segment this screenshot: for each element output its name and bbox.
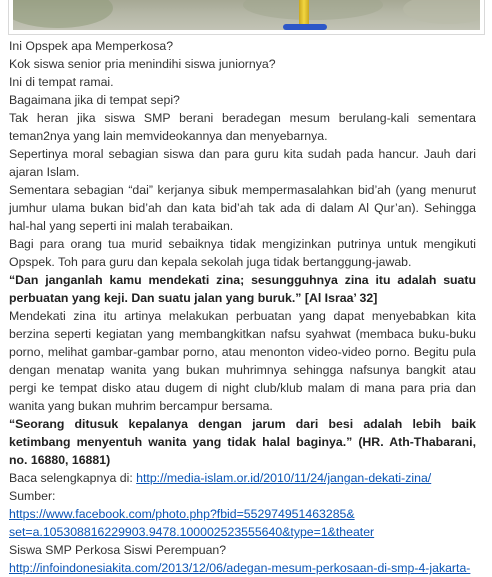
photo-yellow-object — [299, 0, 309, 26]
paragraph: Sepertinya moral sebagian siswa dan para guru kita sudah pada hancur. Jauh dari ajaran Islam. — [9, 147, 476, 179]
photo-ground-shade — [13, 0, 113, 28]
photo-ground-shade — [403, 0, 480, 24]
facebook-link-line — [9, 505, 476, 523]
article-photo-frame — [8, 0, 485, 35]
facebook-link-part1[interactable]: https://www.facebook.com/photo.php?fbid=552974951463285& — [9, 507, 355, 521]
paragraph: Ini di tempat ramai. — [9, 75, 114, 89]
paragraph: Mendekati zina itu artinya melakukan perbuatan yang dapat menyebabkan kita berzina seperti kegiatan yang membangkitkan nafsu syahwat (membaca buku-buku porno, melihat gambar-gambar porno, atau menonton video-video porno. Begitu pula dengan menatap wanita yang bukan muhrimnya sehingga nafsunya bangkit atau pergi ke tempat disko atau dugem di night club/klub malam di mana para pria dan wanita yang bukan muhrim bercampur bersama. — [9, 309, 476, 413]
hadith-quote-text: “Seorang ditusuk kepalanya dengan jarum dari besi adalah lebih baik ketimbang menyentuh wanita yang tidak halal baginya.” (HR. Ath-Thabarani, no. 16880, 16881) — [9, 417, 476, 467]
paragraph: Tak heran jika siswa SMP berani beradegan mesum berulang-kali sementara teman2nya yang lain memvideokannya dan menyebarnya. — [9, 111, 476, 143]
quran-quote-text: “Dan janganlah kamu mendekati zina; sesungguhnya zina itu adalah suatu perbuatan yang keji. Dan suatu jalan yang buruk.” [Al Israa’ 32] — [9, 273, 476, 305]
source-label: Sumber: — [9, 489, 56, 503]
paragraph: Kok siswa senior pria menindihi siswa juniornya? — [9, 57, 276, 71]
info-link[interactable]: http://infoindonesiakita.com/2013/12/06/adegan-mesum-perkosaan-di-smp-4-jakarta- — [9, 561, 471, 575]
photo-blue-object — [283, 24, 327, 30]
facebook-link-line — [9, 523, 476, 541]
article-body — [9, 37, 476, 577]
headline: Siswa SMP Perkosa Siswi Perempuan? — [9, 543, 227, 557]
facebook-link-part2[interactable]: set=a.105308816229903.9478.100002523555640&type=1&theater — [9, 525, 375, 539]
paragraph: Bagi para orang tua murid sebaiknya tidak mengizinkan putrinya untuk mengikuti Opspek. Toh para guru dan kepala sekolah juga tidak bertanggung-jawab. — [9, 237, 476, 269]
article-photo — [13, 0, 480, 30]
read-more-link[interactable]: http://media-islam.or.id/2010/11/24/jangan-dekati-zina/ — [136, 471, 432, 485]
read-more-prefix: Baca selengkapnya di: — [9, 471, 137, 485]
read-more-line — [9, 469, 476, 487]
paragraph: Ini Opspek apa Memperkosa? — [9, 39, 174, 53]
paragraph: Sementara sebagian “dai” kerjanya sibuk mempermasalahkan bid’ah (yang menurut jumhur ulama bukan bid’ah dan kata bid’ah tak ada di dalam Al Qur’an). Sehingga hal-hal yang seperti ini malah terabaikan. — [9, 183, 476, 233]
info-link-line — [9, 559, 476, 577]
quran-quote — [9, 271, 476, 307]
paragraph: Bagaimana jika di tempat sepi? — [9, 93, 180, 107]
hadith-quote — [9, 415, 476, 469]
photo-ground-shade — [243, 0, 383, 20]
